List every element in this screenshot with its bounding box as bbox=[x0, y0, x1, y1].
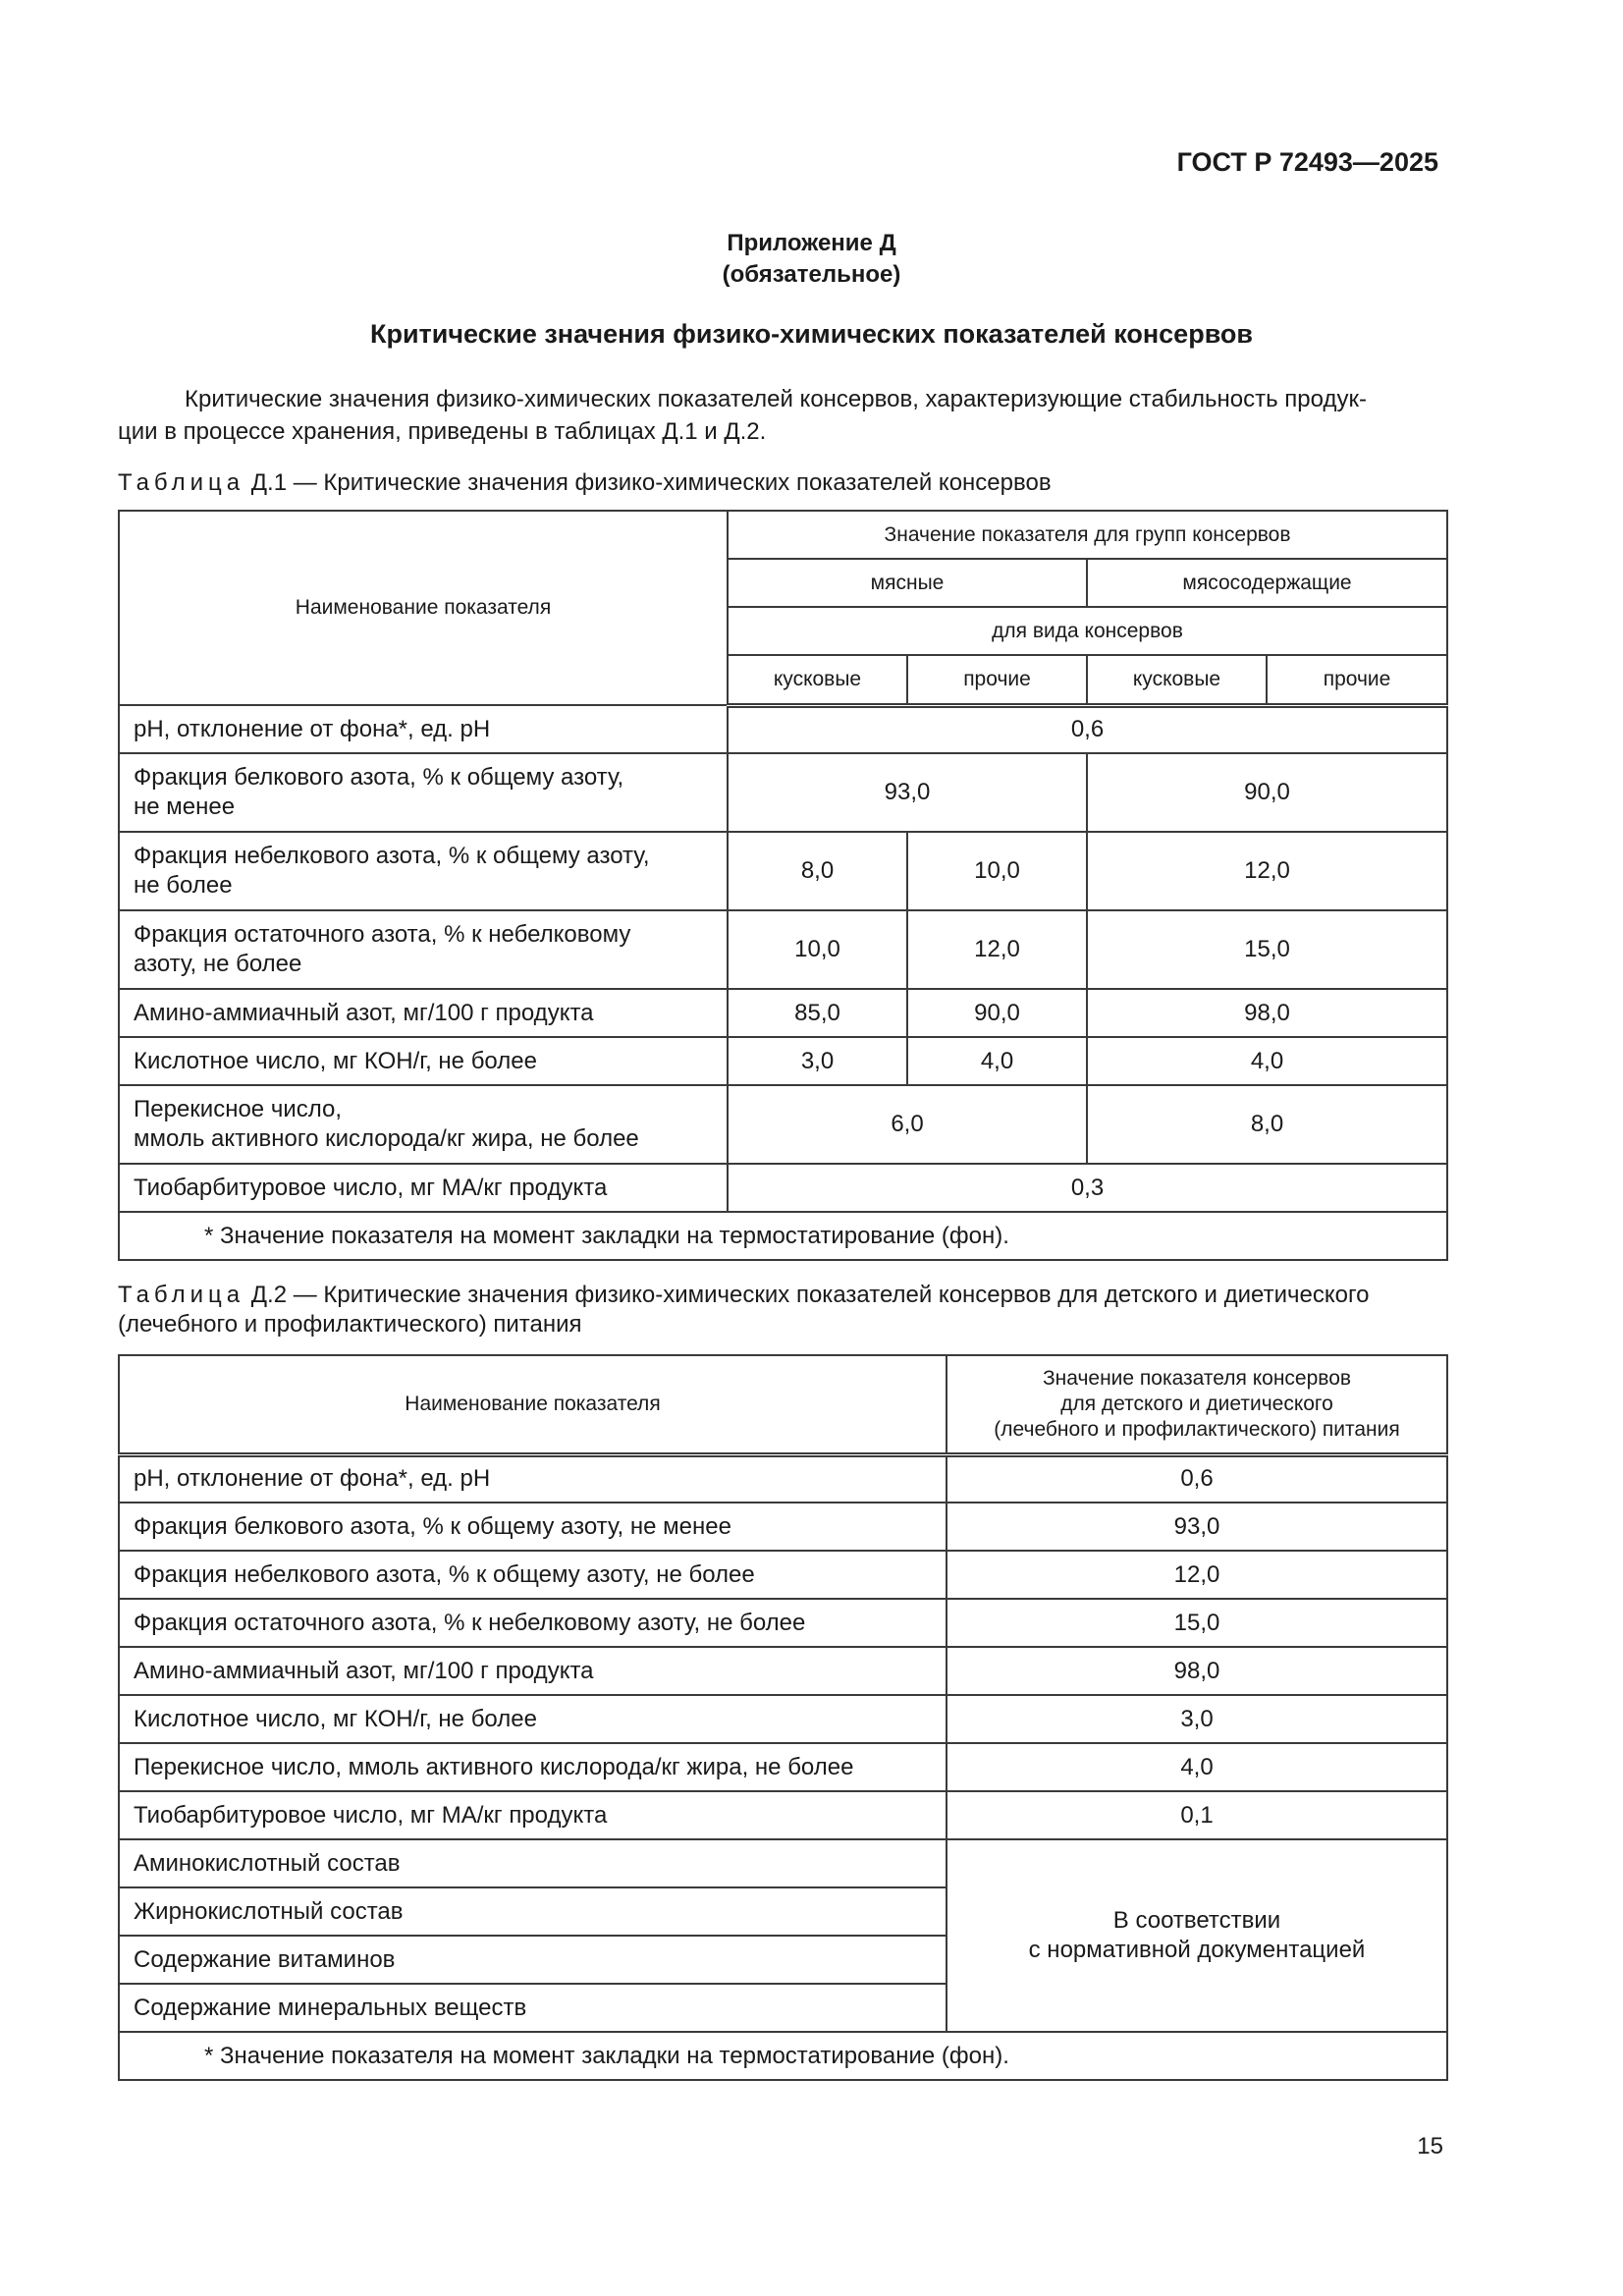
page-number: 15 bbox=[1417, 2133, 1443, 2159]
t1-footnote: * Значение показателя на момент закладки на термостатирование (фон). bbox=[119, 1212, 1447, 1260]
t2-row-name: Фракция остаточного азота, % к небелковому азоту, не более bbox=[119, 1599, 947, 1647]
table-row bbox=[119, 910, 1447, 989]
t1-cell: 90,0 bbox=[1087, 753, 1447, 832]
t2-row-value: 0,1 bbox=[947, 1791, 1447, 1839]
table-row bbox=[119, 989, 1447, 1037]
t1-cell: 98,0 bbox=[1087, 989, 1447, 1037]
t1-cell: 8,0 bbox=[1087, 1085, 1447, 1164]
t1-cell: 12,0 bbox=[1087, 832, 1447, 910]
document-code: ГОСТ Р 72493—2025 bbox=[1176, 147, 1438, 177]
t2-row-value: 12,0 bbox=[947, 1551, 1447, 1599]
t1-row-name: Тиобарбитуровое число, мг МА/кг продукта bbox=[119, 1164, 728, 1212]
t2-row-name: Кислотное число, мг КОН/г, не более bbox=[119, 1695, 947, 1743]
table-row bbox=[119, 832, 1447, 910]
t1-cell: 93,0 bbox=[728, 753, 1087, 832]
t1-header-pieces-meat: кусковые bbox=[728, 655, 907, 705]
t1-row-name: Кислотное число, мг КОН/г, не более bbox=[119, 1037, 728, 1085]
t1-cell: 10,0 bbox=[728, 910, 907, 989]
t2-group-row-name: Содержание витаминов bbox=[119, 1936, 947, 1984]
t1-row-name: Фракция белкового азота, % к общему азоту, не менее bbox=[119, 753, 728, 832]
table-row bbox=[119, 1695, 1447, 1743]
table1-caption-prefix: Таблица bbox=[118, 469, 245, 496]
table-row bbox=[119, 1085, 1447, 1164]
t2-row-value: 98,0 bbox=[947, 1647, 1447, 1695]
t2-group-row-name: Жирнокислотный состав bbox=[119, 1887, 947, 1936]
table2-caption-text: Д.2 — Критические значения физико-химических показателей консервов для детского и диетического bbox=[250, 1282, 1370, 1308]
table1-caption-text: Д.1 — Критические значения физико-химических показателей консервов bbox=[250, 469, 1052, 496]
t1-row-name: Фракция небелкового азота, % к общему азоту, не более bbox=[119, 832, 728, 910]
table-d2 bbox=[118, 1354, 1448, 2081]
t1-cell: 4,0 bbox=[1087, 1037, 1447, 1085]
t1-header-pieces-meat-containing: кусковые bbox=[1087, 655, 1267, 705]
t2-header-value: Значение показателя консервов для детского и диетического (лечебного и профилактического) питания bbox=[947, 1355, 1447, 1454]
t1-cell: 90,0 bbox=[907, 989, 1087, 1037]
main-title: Критические значения физико-химических показателей консервов bbox=[369, 319, 1254, 349]
intro-paragraph bbox=[118, 383, 1446, 448]
t1-row-name: Перекисное число, ммоль активного кислорода/кг жира, не более bbox=[119, 1085, 728, 1164]
intro-line-1: Критические значения физико-химических показателей консервов, характеризующие стабильность продук- bbox=[185, 386, 1367, 412]
table-row bbox=[119, 1599, 1447, 1647]
t1-header-meat: мясные bbox=[728, 559, 1087, 607]
t1-cell: 12,0 bbox=[907, 910, 1087, 989]
t1-row-name: pH, отклонение от фона*, ед. pH bbox=[119, 705, 728, 753]
t2-group-row-name: Содержание минеральных веществ bbox=[119, 1984, 947, 2032]
t1-cell: 0,3 bbox=[728, 1164, 1447, 1212]
table-row bbox=[119, 705, 1447, 753]
t2-row-name: Фракция небелкового азота, % к общему азоту, не более bbox=[119, 1551, 947, 1599]
annex-title: Приложение Д bbox=[727, 230, 896, 256]
annex-heading bbox=[0, 228, 1623, 291]
t1-cell: 10,0 bbox=[907, 832, 1087, 910]
t2-header-name: Наименование показателя bbox=[119, 1355, 947, 1454]
t2-footnote: * Значение показателя на момент закладки на термостатирование (фон). bbox=[119, 2032, 1447, 2080]
t1-cell: 4,0 bbox=[907, 1037, 1087, 1085]
table-row bbox=[119, 753, 1447, 832]
t2-row-value: 0,6 bbox=[947, 1454, 1447, 1503]
table2-caption bbox=[118, 1281, 1453, 1339]
t1-header-group: Значение показателя для групп консервов bbox=[728, 511, 1447, 559]
t2-row-name: pH, отклонение от фона*, ед. pH bbox=[119, 1454, 947, 1503]
table-row bbox=[119, 1647, 1447, 1695]
t2-row-name: Фракция белкового азота, % к общему азоту, не менее bbox=[119, 1503, 947, 1551]
table-row bbox=[119, 1164, 1447, 1212]
t1-cell: 6,0 bbox=[728, 1085, 1087, 1164]
t1-cell: 0,6 bbox=[728, 705, 1447, 753]
table2-caption-prefix: Таблица bbox=[118, 1282, 245, 1308]
intro-line-2: ции в процессе хранения, приведены в таблицах Д.1 и Д.2. bbox=[118, 418, 767, 445]
table-d1 bbox=[118, 510, 1448, 1261]
t1-cell: 3,0 bbox=[728, 1037, 907, 1085]
t1-header-other-meat-containing: прочие bbox=[1267, 655, 1447, 705]
table-row bbox=[119, 1743, 1447, 1791]
t1-row-name: Фракция остаточного азота, % к небелковому азоту, не более bbox=[119, 910, 728, 989]
t2-group-row-name: Аминокислотный состав bbox=[119, 1839, 947, 1887]
table-row bbox=[119, 1551, 1447, 1599]
t1-header-type: для вида консервов bbox=[728, 607, 1447, 655]
t2-row-value: 3,0 bbox=[947, 1695, 1447, 1743]
t2-row-name: Перекисное число, ммоль активного кислорода/кг жира, не более bbox=[119, 1743, 947, 1791]
annex-status: (обязательное) bbox=[722, 261, 901, 288]
t2-row-name: Тиобарбитуровое число, мг МА/кг продукта bbox=[119, 1791, 947, 1839]
t1-header-meat-containing: мясосодержащие bbox=[1087, 559, 1447, 607]
table-row bbox=[119, 1791, 1447, 1839]
t1-header-other-meat: прочие bbox=[907, 655, 1087, 705]
table-row bbox=[119, 1454, 1447, 1503]
table1-caption bbox=[118, 468, 1453, 498]
table2-caption-line-2: (лечебного и профилактического) питания bbox=[118, 1311, 582, 1338]
t1-cell: 8,0 bbox=[728, 832, 907, 910]
t2-row-value: 15,0 bbox=[947, 1599, 1447, 1647]
table-row bbox=[119, 1839, 1447, 1887]
table-row bbox=[119, 1503, 1447, 1551]
t2-row-value: 93,0 bbox=[947, 1503, 1447, 1551]
table-row bbox=[119, 1037, 1447, 1085]
t2-row-value: 4,0 bbox=[947, 1743, 1447, 1791]
t1-row-name: Амино-аммиачный азот, мг/100 г продукта bbox=[119, 989, 728, 1037]
t2-row-name: Амино-аммиачный азот, мг/100 г продукта bbox=[119, 1647, 947, 1695]
t1-cell: 85,0 bbox=[728, 989, 907, 1037]
t1-header-name: Наименование показателя bbox=[119, 511, 728, 705]
t2-group-value: В соответствии с нормативной документацией bbox=[947, 1839, 1447, 2032]
t1-cell: 15,0 bbox=[1087, 910, 1447, 989]
